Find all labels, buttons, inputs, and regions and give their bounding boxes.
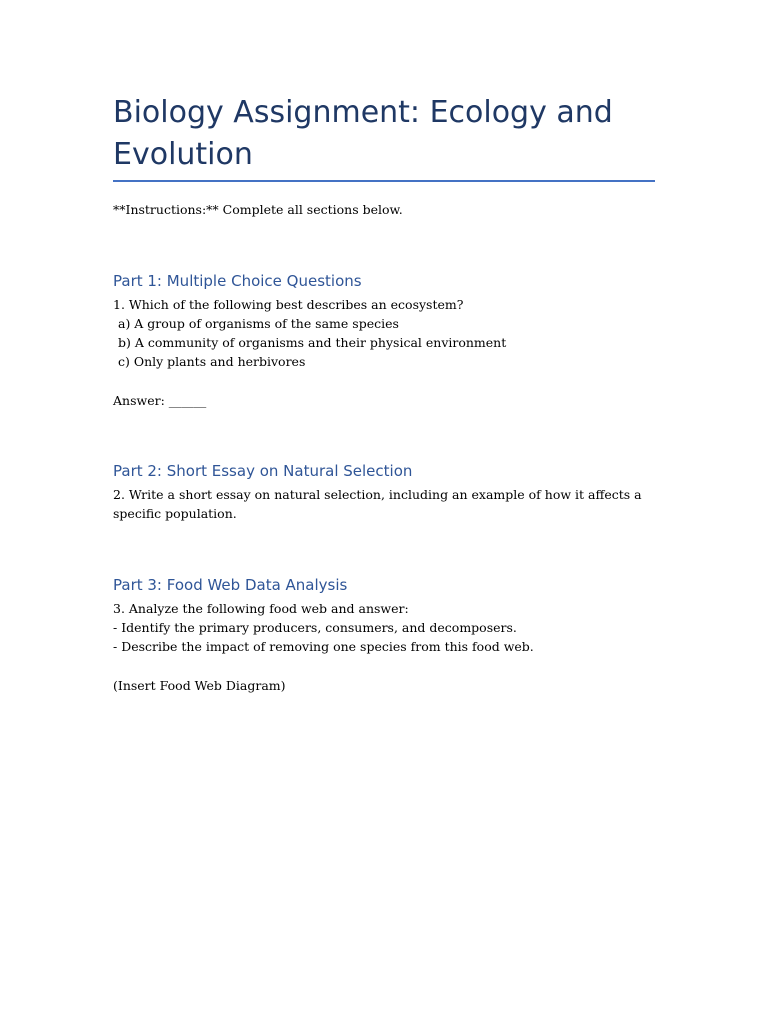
part3-question: 3. Analyze the following food web and answer: xyxy=(113,601,409,616)
part1-option-a: a) A group of organisms of the same species xyxy=(118,316,399,331)
part3-task-2: - Describe the impact of removing one species from this food web. xyxy=(113,639,534,654)
document-title: Biology Assignment: Ecology and Evolution xyxy=(113,95,613,172)
part1-content xyxy=(113,295,506,371)
instructions-text: **Instructions:** Complete all sections below. xyxy=(113,202,403,217)
food-web-diagram-placeholder: (Insert Food Web Diagram) xyxy=(113,678,286,693)
part3-task-1: - Identify the primary producers, consumers, and decomposers. xyxy=(113,620,517,635)
part3-content xyxy=(113,599,534,656)
part2-heading: Part 2: Short Essay on Natural Selection xyxy=(113,462,413,480)
part3-heading: Part 3: Food Web Data Analysis xyxy=(113,576,348,594)
part1-option-c: c) Only plants and herbivores xyxy=(118,354,306,369)
part1-option-b: b) A community of organisms and their physical environment xyxy=(118,335,507,350)
part2-question: 2. Write a short essay on natural selection, including an example of how it affects a specific population. xyxy=(113,487,642,521)
part1-question: 1. Which of the following best describes an ecosystem? xyxy=(113,297,464,312)
part1-heading: Part 1: Multiple Choice Questions xyxy=(113,272,362,290)
title-underline xyxy=(113,180,655,182)
part1-answer-line: Answer: ______ xyxy=(113,393,207,408)
